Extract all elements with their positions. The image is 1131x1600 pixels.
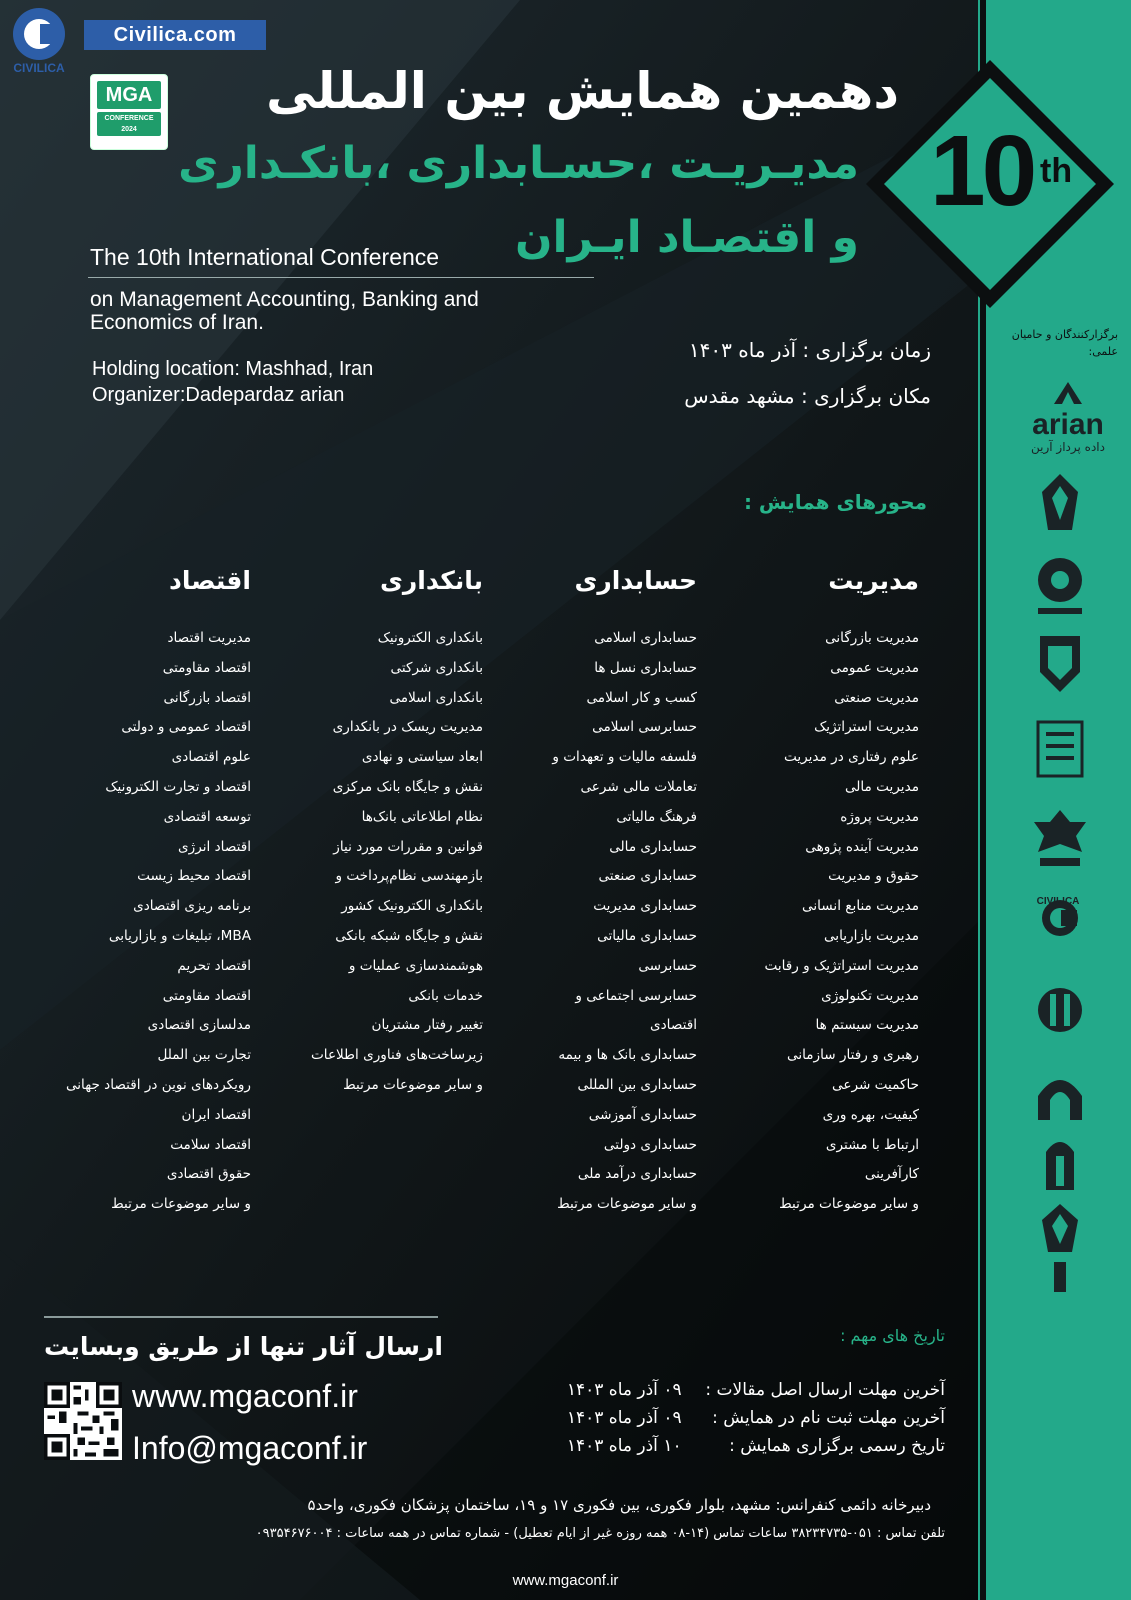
date-row <box>567 1380 945 1400</box>
title-fa-line2: مدیـریـت ،حسـابداری ،بانکـداری <box>178 138 859 189</box>
topic-item: حسابداری بانک ها و بیمه <box>558 1047 697 1064</box>
topic-item: اقتصاد انرژی <box>178 838 251 855</box>
event-place: مکان برگزاری : مشهد مقدس <box>684 384 931 408</box>
topic-item: اقتصاد و تجارت الکترونیک <box>105 778 251 795</box>
topic-item: MBA، تبلیغات و بازاریابی <box>108 927 251 944</box>
topic-item: رهبری و رفتار سازمانی <box>786 1047 919 1064</box>
topic-column-heading: بانکداری <box>379 566 483 595</box>
topic-item: علوم رفتاری در مدیریت <box>784 749 919 766</box>
topics-title: محورهای همایش : <box>743 490 927 514</box>
topic-item: حاکمیت شرعی <box>832 1076 919 1093</box>
topic-item: کارآفرینی <box>864 1166 919 1183</box>
topic-item: اقتصاد بازرگانی <box>163 689 251 706</box>
english-organizer: Organizer:Dadepardaz arian <box>92 384 345 406</box>
title-fa-line3: و اقتصـاد ایـران <box>515 212 859 263</box>
topic-item: مدیریت ریسک در بانکداری <box>332 719 483 736</box>
badge-number: 10 <box>930 115 1034 227</box>
mga-logo-subtitle-2: 2024 <box>121 126 137 133</box>
academy-logo-icon <box>1046 1142 1074 1190</box>
topic-item: اقتصاد مقاومتی <box>162 659 251 676</box>
event-date: زمان برگزاری : آذر ماه ۱۴۰۳ <box>688 338 931 362</box>
institute-logo-icon <box>1034 810 1086 866</box>
topic-item: مدیریت مالی <box>844 778 919 795</box>
mga-logo-subtitle <box>97 112 161 136</box>
badge-suffix: th <box>1040 152 1073 190</box>
civilica-banner-link[interactable]: Civilica.com <box>84 20 266 50</box>
topic-item: نظام اطلاعاتی بانک‌ها <box>361 808 483 825</box>
payam-noor-logo-icon <box>1038 558 1082 614</box>
topic-column-management <box>765 566 919 1220</box>
mga-logo <box>90 74 168 150</box>
topic-column-accounting <box>552 566 697 1220</box>
topic-item: زیرساخت‌های فناوری اطلاعات <box>311 1047 483 1064</box>
arian-logo <box>1012 380 1124 454</box>
topic-item: اقتصاد ایران <box>181 1106 251 1123</box>
date-row-value: ۰۹ آذر ماه ۱۴۰۳ <box>566 1380 682 1400</box>
topic-item: اقتصاد سلامت <box>170 1136 251 1153</box>
date-row <box>567 1408 945 1428</box>
stripe-civilica-label: CIVILICA <box>1036 896 1080 907</box>
topic-item: مدیریت سیستم ها <box>815 1017 919 1034</box>
topic-item: فرهنگ مالیاتی <box>616 808 697 825</box>
topic-item: فلسفه مالیات و تعهدات و <box>552 749 697 766</box>
civilica-logo[interactable] <box>4 6 74 74</box>
mga-logo-title: MGA <box>97 81 161 109</box>
topic-item: اقتصاد عمومی و دولتی <box>121 719 251 736</box>
english-location: Holding location: Mashhad, Iran <box>92 358 374 380</box>
topic-item: مدیریت استراتژیک و رقابت <box>764 957 919 974</box>
topic-item: حسابداری اسلامی <box>594 630 697 646</box>
topic-item: مدیریت عمومی <box>830 659 919 676</box>
topic-column-banking <box>311 566 483 1101</box>
topic-item: توسعه اقتصادی <box>163 808 251 825</box>
topic-item: حسابداری صنعتی <box>598 868 697 885</box>
topic-item: حسابداری آموزشی <box>588 1106 697 1123</box>
date-row-label: آخرین مهلت ارسال اصل مقالات : <box>705 1380 945 1400</box>
topic-item: حسابرسی اسلامی <box>592 719 697 736</box>
azad-university-logo-icon <box>1042 474 1078 530</box>
topic-item: خدمات بانکی <box>408 987 483 1004</box>
topic-item: حسابداری مالیاتی <box>597 927 697 944</box>
topic-item: حسابداری مدیریت <box>593 898 697 915</box>
topic-column-economics <box>66 566 251 1220</box>
date-row-label: آخرین مهلت ثبت نام در همایش : <box>712 1408 945 1428</box>
topic-item: تجارت بین الملل <box>157 1047 251 1064</box>
azad-university-logo-2-icon <box>1042 1204 1078 1252</box>
topic-item: مدیریت اقتصاد <box>167 630 251 646</box>
topic-item: برنامه ریزی اقتصادی <box>133 898 251 915</box>
mashhad-university-logo-icon <box>1038 722 1082 776</box>
mga-logo-subtitle-1: CONFERENCE <box>104 115 154 122</box>
topic-item: ارتباط با مشتری <box>825 1136 919 1153</box>
secretariat-address: دبیرخانه دائمی کنفرانس: مشهد، بلوار فکوری، بین فکوری ۱۷ و ۱۹، ساختمان پزشکان فکوری، واحد۵ <box>307 1496 931 1514</box>
topic-item: حسابداری نسل ها <box>594 659 697 676</box>
topic-item: اقتصاد تحریم <box>177 957 251 974</box>
topic-item: حسابرسی اجتماعی و <box>575 987 697 1004</box>
english-title: The 10th International Conference <box>90 244 440 270</box>
date-row-value: ۱۰ آذر ماه ۱۴۰۳ <box>566 1436 682 1456</box>
topic-item: بانکداری شرکتی <box>390 659 483 676</box>
topic-item: و سایر موضوعات مرتبط <box>557 1196 697 1213</box>
topic-item: بانکداری الکترونیک <box>377 630 483 646</box>
qr-code-icon[interactable] <box>44 1382 122 1460</box>
topic-item: بازمهندسی نظام‌پرداخت و <box>335 868 483 885</box>
topic-item: بانکداری الکترونیک کشور <box>341 898 483 915</box>
title-fa-line1: دهمین همایش بین المللی <box>266 62 899 120</box>
mosque-logo-icon <box>1038 1080 1082 1120</box>
topic-item: تعاملات مالی شرعی <box>580 778 697 795</box>
topic-item: مدیریت بازاریابی <box>823 927 919 944</box>
topic-column-heading: اقتصاد <box>169 566 251 595</box>
topic-item: حسابداری دولتی <box>603 1136 697 1153</box>
topic-item: حسابداری بین المللی <box>577 1076 697 1093</box>
topic-item: علوم اقتصادی <box>171 749 251 766</box>
topic-item: مدیریت منابع انسانی <box>802 898 919 915</box>
university-shield-logo-icon <box>1040 636 1080 692</box>
topic-item: حقوق و مدیریت <box>828 868 919 885</box>
topic-item: اقتصاد مقاومتی <box>162 987 251 1004</box>
topic-item: و سایر موضوعات مرتبط <box>343 1076 483 1093</box>
topic-item: مدیریت تکنولوژی <box>821 987 919 1004</box>
topic-item: نقش و جایگاه شبکه بانکی <box>335 927 483 944</box>
topic-item: و سایر موضوعات مرتبط <box>111 1196 251 1213</box>
topic-item: مدیریت استراتژیک <box>814 719 919 736</box>
topic-column-heading: مدیریت <box>828 566 919 595</box>
topic-item: اقتصادی <box>649 1017 697 1034</box>
topic-column-heading: حسابداری <box>574 566 697 595</box>
arian-fa: داده پرداز آرین <box>1031 440 1105 454</box>
tower-logo-icon <box>1054 1262 1066 1292</box>
english-title-divider <box>88 277 594 278</box>
topic-item: حسابداری درآمد ملی <box>577 1166 697 1183</box>
submit-note: ارسال آثار تنها از طریق وبسایت <box>44 1332 443 1361</box>
ministry-logo-icon <box>1038 988 1082 1032</box>
topic-item: و سایر موضوعات مرتبط <box>779 1196 919 1213</box>
topic-item: مدیریت پروژه <box>840 808 919 825</box>
topic-item: رویکردهای نوین در اقتصاد جهانی <box>65 1076 251 1093</box>
arian-word: arian <box>1032 408 1104 441</box>
civilica-logo-text: CIVILICA <box>13 61 65 74</box>
topic-item: مدیریت صنعتی <box>834 689 919 706</box>
submit-divider <box>44 1316 438 1318</box>
topic-item: حسابرسی <box>638 957 697 974</box>
contact-phone: تلفن تماس : ۰۵۱-۳۸۲۳۴۷۳۵ ساعات تماس (۱۴-۰۸ همه روزه غیر از ایام تعطیل) - شماره تماس در همه ساعات : ۰۹۳۵۴۶۷۶۰۰۴ <box>255 1526 945 1541</box>
topic-item: کسب و کار اسلامی <box>586 689 697 706</box>
date-row <box>567 1436 945 1456</box>
arian-mark-icon <box>1048 380 1088 406</box>
topic-item: بانکداری اسلامی <box>389 689 483 706</box>
sponsors-label: برگزارکنندگان و حامیان علمی: <box>1011 328 1118 358</box>
date-row-label: تاریخ رسمی برگزاری همایش : <box>729 1436 945 1456</box>
footer-website-link[interactable]: www.mgaconf.ir <box>512 1572 619 1589</box>
topic-item: اقتصاد محیط زیست <box>137 868 251 885</box>
topic-item: نقش و جایگاه بانک مرکزی <box>332 778 483 795</box>
topic-item: مدیریت آینده پژوهی <box>805 838 919 855</box>
website-link[interactable]: www.mgaconf.ir <box>132 1378 358 1414</box>
email-link[interactable]: Info@mgaconf.ir <box>132 1430 368 1466</box>
english-subtitle: on Management Accounting, Banking and Economics of Iran. <box>90 288 479 334</box>
date-row-value: ۰۹ آذر ماه ۱۴۰۳ <box>566 1408 682 1428</box>
topic-item: کیفیت، بهره وری <box>822 1106 919 1123</box>
topic-item: حسابداری مالی <box>609 838 697 855</box>
topic-item: ابعاد سیاستی و نهادی <box>361 749 483 766</box>
topic-item: قوانین و مقررات مورد نیاز <box>333 838 483 855</box>
topic-item: هوشمندسازی عملیات و <box>348 957 483 974</box>
topic-item: مدیریت بازرگانی <box>825 630 919 646</box>
sponsor-logos <box>1028 472 1092 1292</box>
important-dates-title: تاریخ های مهم : <box>840 1326 945 1345</box>
topic-item: تغییر رفتار مشتریان <box>371 1017 483 1034</box>
topic-item: مدلسازی اقتصادی <box>147 1017 251 1034</box>
topic-item: حقوق اقتصادی <box>166 1166 251 1183</box>
